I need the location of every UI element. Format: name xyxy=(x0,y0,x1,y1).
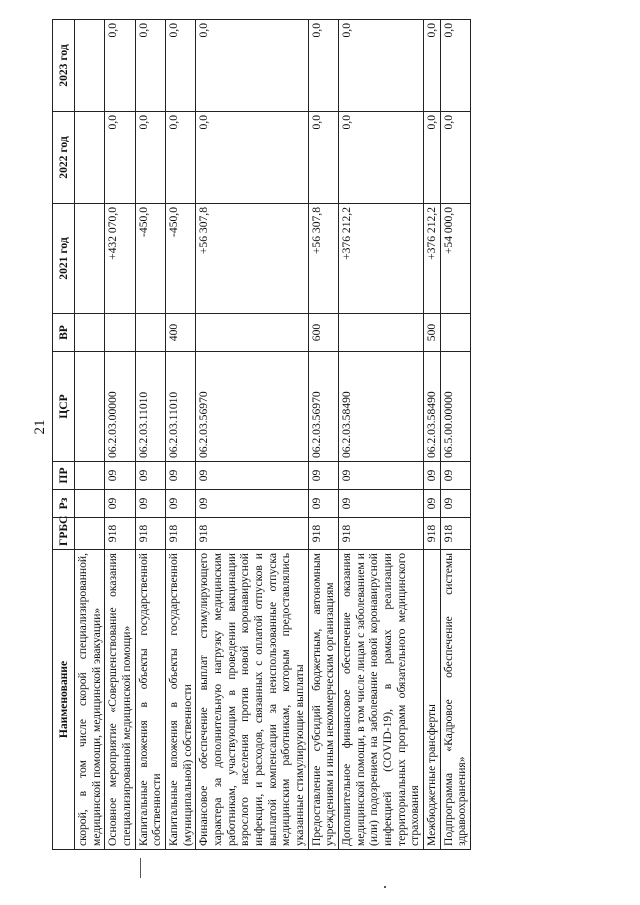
cell-csr: 06.2.03.11010 xyxy=(135,352,165,462)
cell-csr: 06.2.03.58490 xyxy=(424,352,441,462)
cell-name: Финансовое обеспечение выплат стимулирующего характера за дополнительную нагрузку медицинским работникам, участвующим в проведении вакцинации взрослого населения против новой коронавирусной инфекции, и расходов, связанных с оплатой отпусков и выплатой компенсации за неиспользованные отпуска медицинским работникам, которым предоставлялись указанные стимулирующие выплаты xyxy=(196,550,308,850)
cell-2021: +432 070,0 xyxy=(105,204,135,314)
cell-2023: 0,0 xyxy=(196,20,308,112)
table-row xyxy=(308,20,338,850)
cell-rz: 09 xyxy=(308,490,338,518)
cell-2022: 0,0 xyxy=(440,112,470,204)
cell-vr xyxy=(135,314,165,352)
cell-pr: 09 xyxy=(424,462,441,490)
table-row xyxy=(440,20,470,850)
cell-name: Капитальные вложения в объекты государственной собственности xyxy=(135,550,165,850)
cell-name: Основное мероприятие «Совершенствование оказания специализированной медицинской помощи» xyxy=(105,550,135,850)
table-header-row xyxy=(53,20,75,850)
header-pr: ПР xyxy=(53,462,75,490)
budget-table xyxy=(52,19,471,850)
cell-grbs: 918 xyxy=(105,518,135,550)
cell-csr: 06.2.03.11010 xyxy=(166,352,196,462)
cell-csr: 06.2.03.56970 xyxy=(196,352,308,462)
header-vr: ВР xyxy=(53,314,75,352)
cell-pr: 09 xyxy=(308,462,338,490)
page-number: 21 xyxy=(32,419,48,435)
cell-2022: 0,0 xyxy=(339,112,424,204)
cell-2021: +376 212,2 xyxy=(339,204,424,314)
cell-pr: 09 xyxy=(196,462,308,490)
cell-vr: 500 xyxy=(424,314,441,352)
cell-grbs: 918 xyxy=(308,518,338,550)
table-row xyxy=(339,20,424,850)
cell-grbs: 918 xyxy=(196,518,308,550)
cell-2023 xyxy=(75,20,105,112)
header-2021: 2021 год xyxy=(53,204,75,314)
cell-vr xyxy=(75,314,105,352)
cell-2022: 0,0 xyxy=(424,112,441,204)
cell-rz: 09 xyxy=(166,490,196,518)
cell-csr: 06.5.00.00000 xyxy=(440,352,470,462)
cell-vr xyxy=(105,314,135,352)
cell-name: скорой, в том числе скорой специализированной, медицинской помощи, медицинской эвакуации» xyxy=(75,550,105,850)
cell-pr xyxy=(75,462,105,490)
cell-name: Межбюджетные трансферты xyxy=(424,550,441,850)
cell-name: Подпрограмма «Кадровое обеспечение системы здравоохранения» xyxy=(440,550,470,850)
table-row xyxy=(166,20,196,850)
header-rz: Рз xyxy=(53,490,75,518)
cell-2022: 0,0 xyxy=(105,112,135,204)
cell-2022: 0,0 xyxy=(166,112,196,204)
table-row xyxy=(75,20,105,850)
cell-rz: 09 xyxy=(196,490,308,518)
cell-2023: 0,0 xyxy=(308,20,338,112)
header-2022: 2022 год xyxy=(53,112,75,204)
cell-2021: +376 212,2 xyxy=(424,204,441,314)
cell-2022: 0,0 xyxy=(196,112,308,204)
cell-2021: -450,0 xyxy=(135,204,165,314)
cell-csr: 06.2.03.56970 xyxy=(308,352,338,462)
cell-2021: -450,0 xyxy=(166,204,196,314)
cell-pr: 09 xyxy=(166,462,196,490)
cell-pr: 09 xyxy=(135,462,165,490)
table-row xyxy=(105,20,135,850)
cell-vr: 400 xyxy=(166,314,196,352)
cell-2023: 0,0 xyxy=(440,20,470,112)
cell-name: Предоставление субсидий бюджетным, автономным учреждениям и иным некоммерческим организациям xyxy=(308,550,338,850)
cell-2021: +54 000,0 xyxy=(440,204,470,314)
cell-name: Капитальные вложения в объекты государственной (муниципальной) собственности xyxy=(166,550,196,850)
cell-2021 xyxy=(75,204,105,314)
cell-grbs: 918 xyxy=(166,518,196,550)
cell-vr xyxy=(196,314,308,352)
cell-2021: +56 307,8 xyxy=(308,204,338,314)
scan-artifact-line xyxy=(140,858,141,878)
cell-2022: 0,0 xyxy=(308,112,338,204)
cell-vr xyxy=(440,314,470,352)
cell-rz: 09 xyxy=(424,490,441,518)
cell-2023: 0,0 xyxy=(339,20,424,112)
cell-2022 xyxy=(75,112,105,204)
table-row xyxy=(196,20,308,850)
cell-2023: 0,0 xyxy=(166,20,196,112)
cell-name: Дополнительное финансовое обеспечение оказания медицинской помощи, в том числе лицам с заболеванием и (или) подозрением на заболевание новой коронавирусной инфекцией (COVID-19), в рамках реализации территориальных программ обязательного медицинского страхования xyxy=(339,550,424,850)
cell-2023: 0,0 xyxy=(135,20,165,112)
cell-pr: 09 xyxy=(339,462,424,490)
scan-artifact-dot xyxy=(384,886,386,888)
table-row xyxy=(424,20,441,850)
header-csr: ЦСР xyxy=(53,352,75,462)
cell-rz: 09 xyxy=(105,490,135,518)
header-grbs: ГРБС xyxy=(53,518,75,550)
cell-vr: 600 xyxy=(308,314,338,352)
header-2023: 2023 год xyxy=(53,20,75,112)
header-name: Наименование xyxy=(53,550,75,850)
cell-csr: 06.2.03.00000 xyxy=(105,352,135,462)
cell-grbs xyxy=(75,518,105,550)
cell-vr xyxy=(339,314,424,352)
cell-pr: 09 xyxy=(440,462,470,490)
cell-rz: 09 xyxy=(339,490,424,518)
rotated-table-container xyxy=(52,20,582,850)
cell-2023: 0,0 xyxy=(105,20,135,112)
cell-grbs: 918 xyxy=(424,518,441,550)
cell-grbs: 918 xyxy=(339,518,424,550)
cell-csr: 06.2.03.58490 xyxy=(339,352,424,462)
cell-2021: +56 307,8 xyxy=(196,204,308,314)
cell-grbs: 918 xyxy=(440,518,470,550)
cell-rz xyxy=(75,490,105,518)
cell-2023: 0,0 xyxy=(424,20,441,112)
cell-grbs: 918 xyxy=(135,518,165,550)
table-row xyxy=(135,20,165,850)
cell-csr xyxy=(75,352,105,462)
cell-rz: 09 xyxy=(440,490,470,518)
cell-rz: 09 xyxy=(135,490,165,518)
cell-pr: 09 xyxy=(105,462,135,490)
cell-2022: 0,0 xyxy=(135,112,165,204)
